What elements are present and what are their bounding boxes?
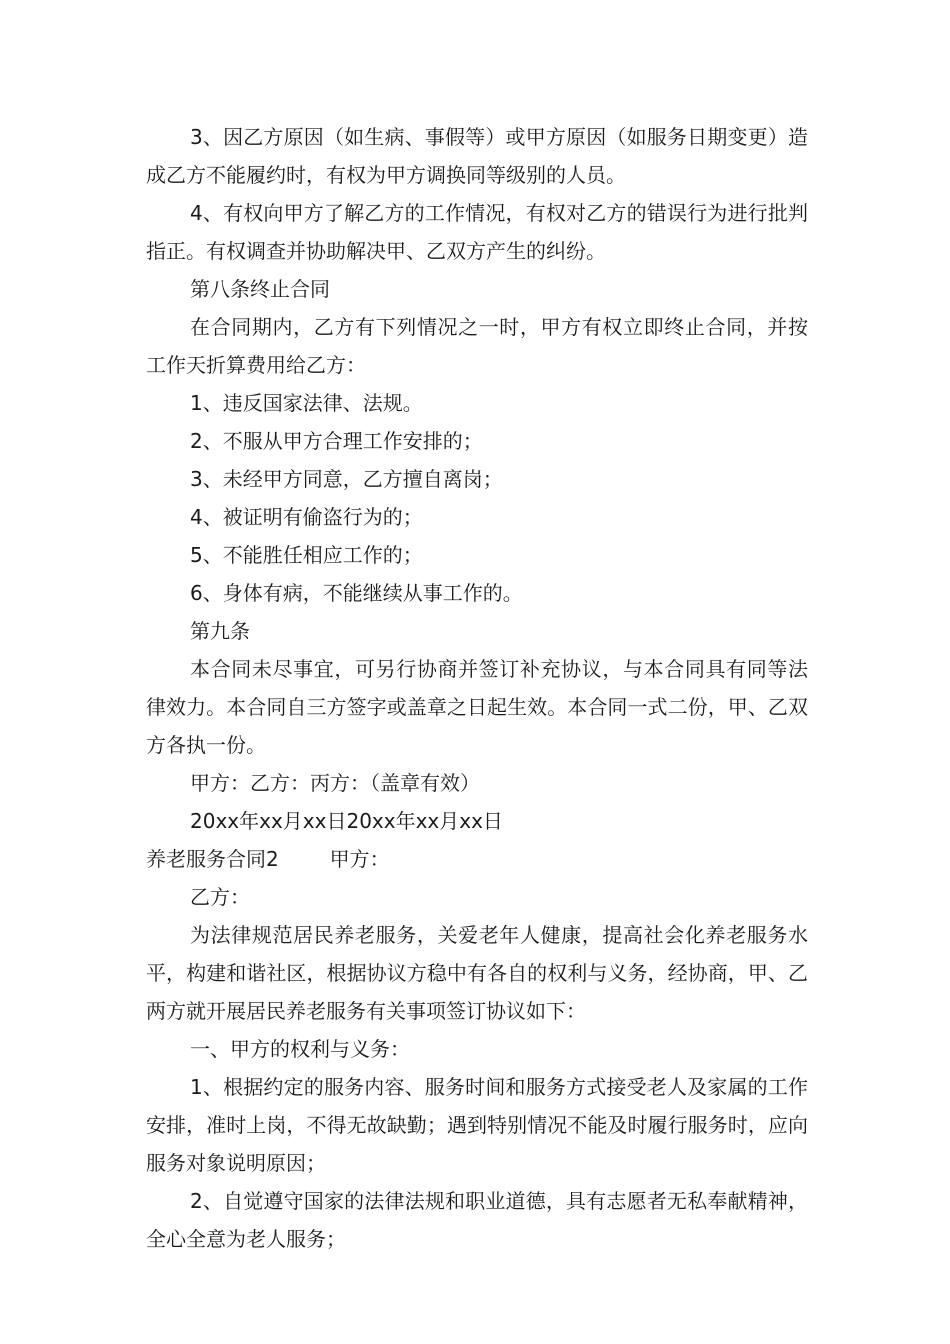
section-heading: 第九条 bbox=[190, 619, 250, 643]
section-heading: 第八条终止合同 bbox=[190, 277, 330, 301]
list-item: 2、不服从甲方合理工作安排的； bbox=[190, 429, 483, 453]
contract-title: 养老服务合同2 甲方： bbox=[146, 847, 390, 871]
list-item: 6、身体有病，不能继续从事工作的。 bbox=[190, 581, 523, 605]
signature-line: 甲方：乙方：丙方：（盖章有效） bbox=[190, 771, 480, 795]
list-item: 2、自觉遵守国家的法律法规和职业道德，具有志愿者无私奉献精神，全心全意为老人服务； bbox=[146, 1189, 808, 1251]
list-item: 1、根据约定的服务内容、服务时间和服务方式接受老人及家属的工作安排，准时上岗，不得无故缺勤；遇到特别情况不能及时履行服务时，应向服务对象说明原因； bbox=[146, 1075, 808, 1175]
paragraph: 3、因乙方原因（如生病、事假等）或甲方原因（如服务日期变更）造成乙方不能履约时，有权为甲方调换同等级别的人员。 bbox=[146, 125, 808, 187]
document-body bbox=[146, 118, 808, 1258]
list-item: 3、未经甲方同意，乙方擅自离岗； bbox=[190, 467, 503, 491]
list-item: 4、被证明有偷盗行为的； bbox=[190, 505, 423, 529]
paragraph: 本合同未尽事宜，可另行协商并签订补充协议，与本合同具有同等法律效力。本合同自三方签字或盖章之日起生效。本合同一式二份，甲、乙双方各执一份。 bbox=[146, 657, 808, 757]
list-item: 5、不能胜任相应工作的； bbox=[190, 543, 423, 567]
party-line: 乙方： bbox=[190, 885, 250, 909]
paragraph: 4、有权向甲方了解乙方的工作情况，有权对乙方的错误行为进行批判指正。有权调查并协助解决甲、乙双方产生的纠纷。 bbox=[146, 201, 808, 263]
section-heading: 一、甲方的权利与义务： bbox=[190, 1037, 410, 1061]
list-item: 1、违反国家法律、法规。 bbox=[190, 391, 423, 415]
date-line: 20xx年xx月xx日20xx年xx月xx日 bbox=[190, 809, 503, 833]
paragraph: 为法律规范居民养老服务，关爱老年人健康，提高社会化养老服务水平，构建和谐社区，根据协议方稳中有各自的权利与义务，经协商，甲、乙两方就开展居民养老服务有关事项签订协议如下： bbox=[146, 923, 808, 1023]
paragraph: 在合同期内，乙方有下列情况之一时，甲方有权立即终止合同，并按工作天折算费用给乙方： bbox=[146, 315, 808, 377]
